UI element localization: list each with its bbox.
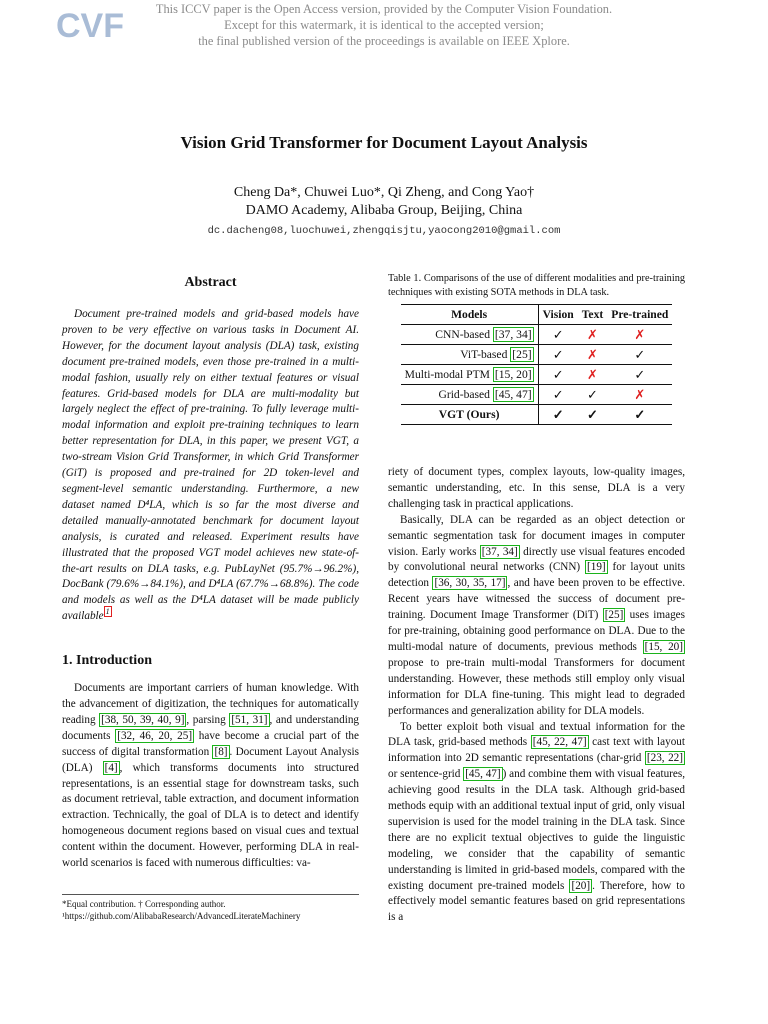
text-run: . Therefore, how to effectively model semantic features based on grid representations is a	[388, 879, 685, 924]
table-row	[401, 325, 673, 345]
abstract-text	[62, 307, 359, 625]
citation-link[interactable]: [38, 50, 39, 40, 9]	[101, 713, 185, 726]
text-run: Basically, DLA can be regarded as an object detection or semantic segmentation task for document images in computer vision. Early works	[388, 513, 685, 558]
text-cell: ✗	[587, 346, 598, 362]
watermark-line: This ICCV paper is the Open Access version, provided by the Computer Vision Foundation.	[155, 2, 613, 16]
citation-link[interactable]: [45, 22, 47]	[532, 736, 587, 749]
text-cell: ✓	[587, 386, 598, 402]
emails: dc.dacheng08,luochuwei,zhengqisjtu,yaocong2010@gmail.com	[207, 225, 561, 237]
citation-link[interactable]: [37, 34]	[481, 545, 518, 558]
model-name: CNN-based	[435, 328, 493, 341]
text-run: or sentence-grid	[388, 768, 464, 781]
watermark-line: the final published version of the proceedings is available on IEEE Xplore.	[198, 34, 570, 48]
section-heading-introduction: 1. Introduction	[62, 653, 152, 669]
paragraph	[388, 720, 685, 927]
affiliation: DAMO Academy, Alibaba Group, Beijing, China	[245, 203, 523, 218]
text-run: cast text with layout information into 2D semantic representations (char-grid	[388, 736, 686, 765]
footnote-link[interactable]: 1	[105, 607, 110, 617]
text-run: , which transforms documents into structured representations, is an essential stage for downstream tasks, such as document retrieval, table extraction, and document information extraction. Technically, the goal of DLA is to detect and identify homogeneous document regions based on visual cues and textual content within the document. However, performing DLA in real-world scenarios is faced with numerous difficulties: va-	[62, 761, 360, 870]
right-body-text	[388, 465, 685, 926]
text-run: ) and combine them with visual features, achieving good results in the DLA task. Although grid-based methods equip with an additional textual input of grid, only visual supervision is used for the model training in the DLA task. Since there are no explicit textual objectives to guide the linguistic modeling, we consider that the capability of semantic understanding is limited in grid-based models, compared with the existing document pre-trained models	[388, 768, 686, 892]
comparison-table	[401, 304, 673, 425]
pretrained-cell: ✓	[634, 366, 646, 382]
paragraph: riety of document types, complex layouts, low-quality images, semantic understanding, etc. In this sense, DLA is a very challenging task in practical applications.	[388, 466, 685, 510]
model-cell	[401, 385, 538, 405]
text-run: , and understanding documents	[62, 713, 360, 742]
paper-title: Vision Grid Transformer for Document Layout Analysis	[180, 133, 588, 152]
paragraph	[388, 513, 685, 720]
table-row	[401, 345, 673, 365]
model-name: Grid-based	[438, 388, 493, 401]
citation-link[interactable]: [37, 34]	[494, 328, 532, 341]
svg-text:CVF: CVF	[56, 7, 124, 44]
pretrained-cell: ✗	[634, 326, 646, 342]
citation-link[interactable]: [19]	[587, 561, 606, 574]
citation-link[interactable]: [45, 47]	[494, 388, 532, 401]
table-header-row	[401, 305, 673, 325]
model-name: ViT-based	[460, 348, 511, 361]
text-run: , and have been proven to be effective. Recent years have witnessed the success of document pre-training. Document Image Transformer (DiT)	[388, 577, 685, 622]
model-name: VGT (Ours)	[438, 408, 500, 421]
footnote-equal-contribution: *Equal contribution. † Corresponding author.	[62, 899, 226, 909]
model-name: Multi-modal PTM	[404, 368, 493, 381]
header-vision: Vision	[542, 308, 574, 321]
citation-link[interactable]: [20]	[571, 879, 591, 892]
model-cell	[401, 345, 538, 365]
text-run: Documents are important carriers of human knowledge. With the advancement of digitization, the techniques for automatically reading	[62, 682, 359, 726]
citation-link[interactable]: [8]	[214, 745, 228, 758]
pretrained-cell: ✓	[634, 406, 646, 422]
vision-cell: ✓	[552, 366, 564, 382]
text-cell: ✗	[587, 326, 598, 342]
citation-link[interactable]: [15, 20]	[644, 640, 683, 653]
text-run: uses images for pre-training, obtaining good performance on DLA. Due to the multi-modal nature of documents, previous methods	[388, 609, 685, 653]
abstract-body: Document pre-trained models and grid-based models have proven to be very effective on various tasks in Document AI. However, for the document layout analysis (DLA) task, existing document pre-trained models, even those pre-trained in a multi-modal fashion, usually rely on either textual features or visual features. Grid-based models for DLA are multi-modality but largely neglect the effect of pre-training. To fully leverage multi-modal information and exploit pre-training techniques to learn better representation for DLA, in this paper, we present VGT, a two-stream Vision Grid Transformer, in which Grid Transformer (GiT) is proposed and pre-trained for 2D token-level and segment-level semantic understanding. Furthermore, a new dataset named D⁴LA, which is so far the most diverse and detailed manually-annotated benchmark for document layout analysis, is curated and released. Experiment results have illustrated that the proposed VGT model achieves new state-of-the-art results on DLA tasks, e.g. PubLayNet (95.7%→96.2%), DocBank (79.6%→84.1%), and D⁴LA (67.7%→68.8%). The code and models as well as the D⁴LA dataset will be made publicly available	[62, 308, 359, 623]
footnote-url[interactable]: ¹https://github.com/AlibabaResearch/AdvancedLiterateMachinery	[62, 911, 301, 921]
table-row	[401, 405, 673, 425]
model-cell	[401, 405, 538, 425]
citation-link[interactable]: [32, 46, 20, 25]	[117, 729, 193, 742]
text-run: for layout units detection	[388, 561, 685, 590]
citation-link[interactable]: [36, 30, 35, 17]	[434, 577, 506, 590]
text-run: To better exploit both visual and textual information for the DLA task, grid-based methods	[388, 720, 685, 749]
vision-cell: ✓	[552, 326, 564, 342]
intro-paragraph	[62, 681, 359, 872]
vision-cell: ✓	[552, 406, 564, 422]
table-caption: Table 1. Comparisons of the use of different modalities and pre-training techniques with existing SOTA methods in DLA task.	[388, 273, 685, 298]
vision-cell: ✓	[552, 346, 564, 362]
header-models: Models	[401, 305, 538, 325]
right-column	[388, 272, 685, 926]
citation-link[interactable]: [23, 22]	[646, 752, 683, 765]
citation-link[interactable]: [51, 31]	[231, 713, 268, 726]
pretrained-cell: ✗	[634, 386, 646, 402]
citation-link[interactable]: [45, 47]	[465, 768, 501, 781]
citation-link[interactable]: [25]	[512, 348, 532, 361]
text-run: , parsing	[186, 713, 230, 726]
text-run: . Document Layout Analysis (DLA)	[62, 745, 359, 774]
citation-link[interactable]: [25]	[604, 609, 624, 622]
vision-cell: ✓	[552, 386, 564, 402]
text-run: have become a crucial part of the success of digital transformation	[62, 729, 359, 758]
watermark	[0, 1, 768, 49]
authors: Cheng Da*, Chuwei Luo*, Qi Zheng, and Cong Yao†	[233, 185, 535, 200]
model-cell	[401, 365, 538, 385]
table-row	[401, 365, 673, 385]
abstract-heading: Abstract	[184, 275, 237, 290]
header-text: Text	[581, 308, 604, 321]
header-pretrained: Pre-trained	[611, 308, 669, 321]
author-block	[0, 184, 768, 220]
text-cell: ✗	[587, 366, 598, 382]
citation-link[interactable]: [4]	[104, 761, 118, 774]
text-cell: ✓	[587, 406, 598, 422]
model-cell	[401, 325, 538, 345]
citation-link[interactable]: [15, 20]	[494, 368, 532, 381]
left-column	[62, 275, 359, 872]
table-row	[401, 385, 673, 405]
pretrained-cell: ✓	[634, 346, 646, 362]
watermark-line: Except for this watermark, it is identical to the accepted version;	[224, 18, 544, 32]
footnotes	[62, 894, 359, 922]
text-run: directly use visual features encoded by convolutional neural networks (CNN)	[388, 545, 685, 574]
text-run: propose to pre-train multi-modal Transformers for document understanding. However, these methods still employ only visual information for DLA fine-tuning. This might lead to degraded performances and generalization ability for DLA models.	[388, 656, 685, 717]
